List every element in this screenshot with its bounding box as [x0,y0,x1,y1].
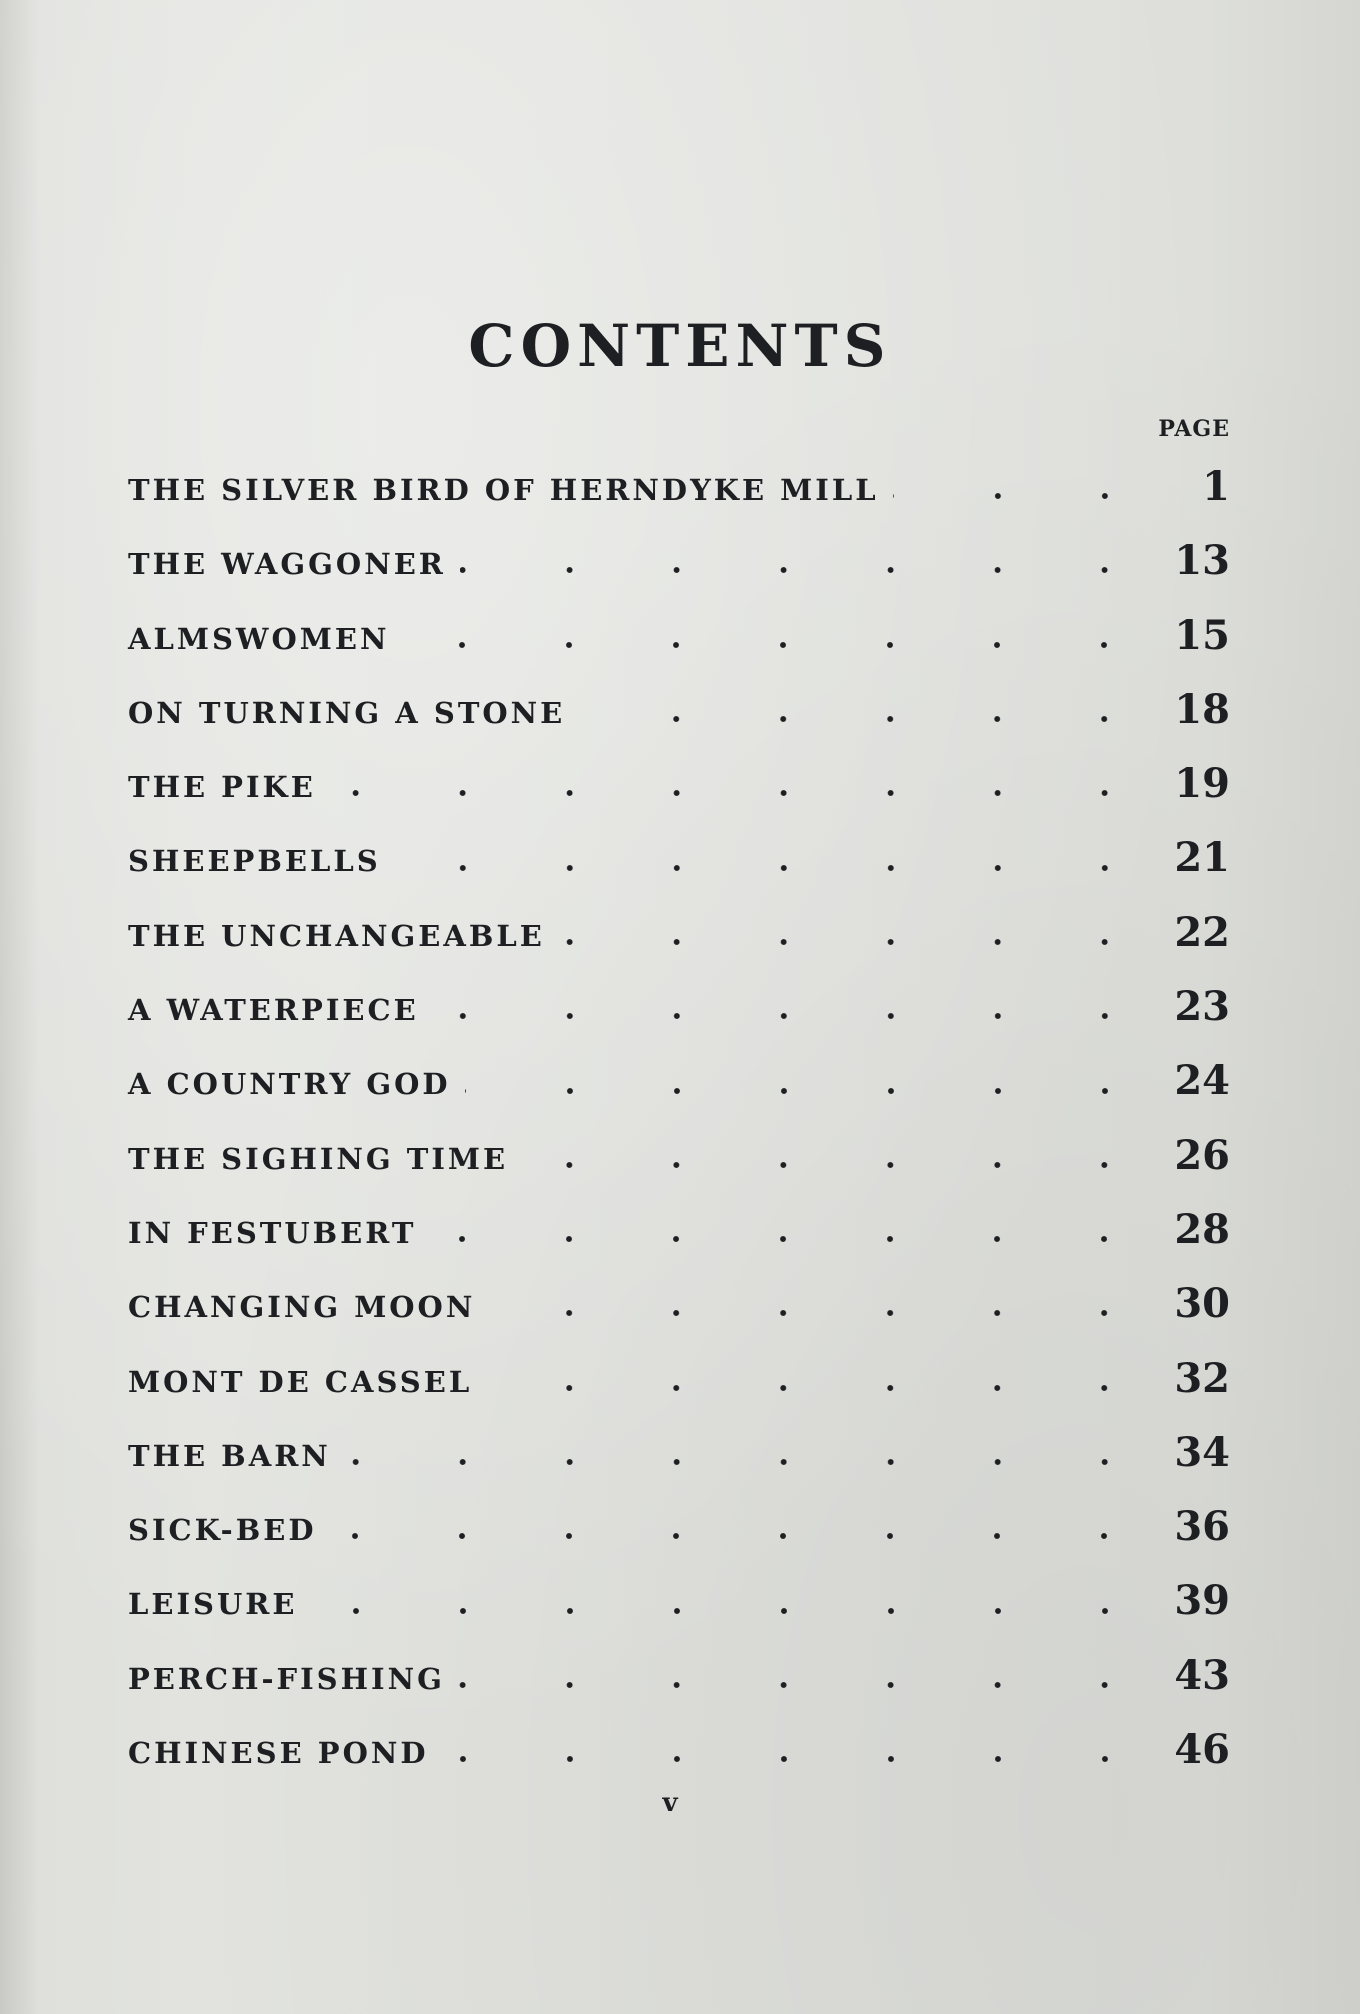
toc-entry [128,1342,1230,1416]
dot-leader [403,641,1158,649]
toc-entry-title: THE SILVER BIRD OF HERNDYKE MILL [128,473,879,507]
toc-entry-title: PERCH-FISHING [128,1661,445,1696]
toc-entry [128,1490,1230,1564]
toc-entry-page: 19 [1174,760,1230,808]
toc-entry-title: ON TURNING A STONE [128,695,566,730]
toc-entry-page: 15 [1174,611,1230,659]
toc-entry-page: 30 [1174,1280,1230,1328]
page-column-label: PAGE [1158,416,1230,442]
toc-entry [128,450,1230,524]
toc-entry-title: A COUNTRY GOD [128,1067,451,1102]
toc-entry [128,747,1230,821]
dot-leader [559,938,1158,946]
dot-leader [430,1235,1158,1243]
toc-entry [128,1119,1230,1193]
toc-entry [128,1267,1230,1341]
dot-leader [395,864,1158,872]
toc-entry-title: THE UNCHANGEABLE [128,918,545,953]
toc-entry [128,599,1230,673]
dot-leader [330,789,1158,797]
dot-leader [486,1384,1158,1392]
toc-entry-title: IN FESTUBERT [128,1215,417,1250]
toc-entry [128,1713,1230,1787]
toc-entry-title: ALMSWOMEN [128,621,390,656]
toc-entry-title: THE PIKE [128,770,316,805]
toc-entry-title: CHANGING MOON [128,1290,476,1325]
toc-entry-page: 39 [1174,1577,1230,1625]
dot-leader [312,1607,1159,1615]
dot-leader [433,1012,1158,1020]
dot-leader [522,1161,1158,1169]
toc-entry-page: 46 [1174,1726,1230,1774]
toc-entry [128,1193,1230,1267]
toc-entry [128,896,1230,970]
dot-leader [345,1458,1158,1466]
toc-entry-title: THE SIGHING TIME [128,1141,509,1176]
toc-entry-page: 36 [1174,1503,1230,1551]
toc-entry-page: 26 [1174,1131,1230,1179]
toc-entry-page: 24 [1174,1057,1230,1105]
dot-leader [489,1309,1158,1317]
toc-entry [128,1639,1230,1713]
toc-entry-page: 13 [1174,537,1230,585]
dot-leader [459,1681,1158,1689]
toc-entry [128,524,1230,598]
toc-entry-title: THE BARN [128,1438,331,1473]
toc-entry-page: 28 [1174,1205,1230,1253]
toc-entry-title: THE WAGGONER [128,547,446,582]
toc-entry [128,970,1230,1044]
dot-leader [579,715,1158,723]
toc-entry [128,1416,1230,1490]
dot-leader [330,1532,1158,1540]
toc-entry-page: 21 [1174,834,1230,882]
toc-entry-title: MONT DE CASSEL [128,1364,473,1399]
toc-entry [128,673,1230,747]
dot-leader [460,566,1158,574]
dot-leader [443,1755,1158,1763]
dot-leader [893,492,1158,500]
dot-leader [465,1087,1158,1095]
toc-entry-page: 43 [1174,1651,1230,1699]
toc-entry-page: 34 [1174,1428,1230,1476]
toc-entry-title: SHEEPBELLS [128,844,381,879]
toc-entry-page: 22 [1174,908,1230,956]
page-folio: v [662,1788,678,1818]
toc-entry-page: 23 [1174,983,1230,1031]
contents-list [128,450,1230,1787]
toc-entry-title: A WATERPIECE [128,993,419,1028]
toc-entry-page: 1 [1202,463,1230,510]
toc-entry [128,1564,1230,1638]
toc-entry-page: 32 [1174,1354,1230,1402]
toc-entry-title: CHINESE POND [128,1736,429,1771]
contents-heading: CONTENTS [468,312,892,380]
toc-entry [128,821,1230,895]
toc-entry-title: SICK-BED [128,1513,317,1548]
toc-entry-title: LEISURE [128,1587,298,1622]
toc-entry-page: 18 [1174,685,1230,733]
toc-entry [128,1044,1230,1118]
